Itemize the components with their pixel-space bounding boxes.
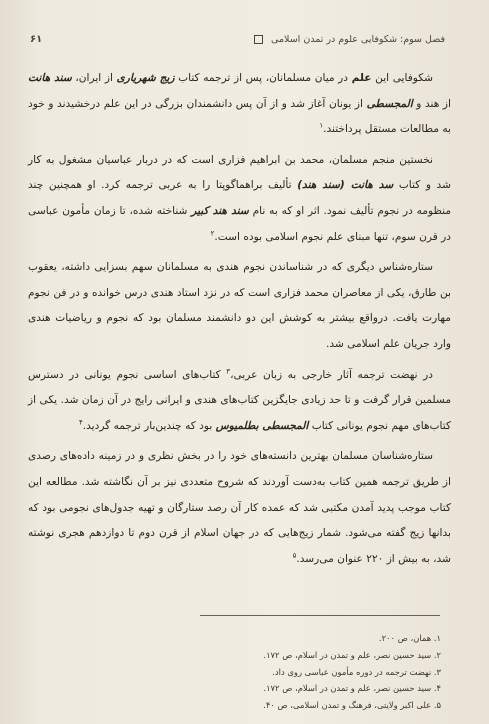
text-run: از یونان آغاز شد و از آن پس دانشمندان بزرگی در این علم درخشیدند و خود به مطالعات مستقل پرداختند. [28,97,451,136]
text-run: در میان مسلمانان، پس از ترجمه کتاب [174,72,352,84]
bold-term: علم [351,72,372,84]
paragraph-4 [28,363,451,440]
text-run: تألیف براهماگوپتا را به عربی ترجمه کرد. او همچنین چند منظومه در نجوم تألیف نمود. اثر او که به نام [28,179,452,217]
text-run: در نهضت ترجمه آثار خارجی به زبان عربی، [230,368,433,381]
running-header [30,34,445,45]
text-run: کتاب‌های اساسی نجوم یونانی در دسترس مسلمین قرار گرفت و تا حد زیادی جایگزین کتاب‌های هندی و ایرانی رایج در آن زمان شد. یکی از کتاب‌های مهم نجوم یونانی کتاب [28,368,451,432]
footnote-ref: ۵ [292,551,297,560]
footnote-item: ۳. نهضت ترجمه در دوره مأمون عباسی روی داد. [272,666,441,677]
footnotes [40,630,441,714]
book-title: المجسطی بطلمیوس [215,419,309,432]
text-run: از هند و [412,97,451,110]
text-run: شناخته شده، تا زمان مأمون عباسی در قرن سوم، تنها مبنای علم نجوم اسلامی بوده است. [28,204,451,243]
square-ornament-icon [254,35,263,44]
body-text [28,66,451,577]
footnote-ref: ۲ [210,229,215,238]
footnote-item: ۵. علی اکبر ولایتی، فرهنگ و تمدن اسلامی، ص ۴۰. [263,700,441,711]
running-title: فصل سوم: شکوفایی علوم در تمدن اسلامی [271,34,445,45]
footnote-ref: ۱ [319,121,324,130]
paragraph-3: ستاره‌شناس دیگری که در شناساندن نجوم هندی به مسلمانان سهم بسزایی داشته، یعقوب بن طارق، یکی از معاصران محمد فزاری است که در نزد استاد هندی درس خوانده و در فن نجوم مهارت یافت. درواقع بیشتر به کوشش این دو دانشمند مسلمان بود که نجوم و ریاضیات هندی وارد جریان علم اسلامی شد. [28,261,451,350]
text-run: شکوفایی این [371,72,433,84]
footnote-ref: ۳ [226,367,231,375]
book-title: المجسطی [366,97,413,110]
page-number: ۶۱ [30,34,43,45]
paragraph-1 [28,66,451,143]
book-title: سد هانت (سند هند) [297,179,394,192]
text-run: نخستین منجم مسلمان، محمد بن ابراهیم فزاری است که در دربار عباسیان مشغول به کار شد و کتاب [28,153,451,192]
text-run: بود که چندین‌بار ترجمه گردید. [82,419,216,432]
book-title: سند هند کبیر [191,204,249,217]
footnote-item: ۱. همان، ص ۲۰۰. [378,633,441,643]
book-title: زیج شهریاری [116,72,175,84]
footnote-divider [200,615,440,616]
footnote-ref: ۴ [78,418,83,427]
text-run: ستاره‌شناسان مسلمان بهترین دانسته‌های خود را در بخش نظری و در زمینه داده‌های رصدی از طریق ترجمه همین کتاب به‌دست آوردند که شروح متعددی نیز بر آن نگاشته شد. مطالعه این کتاب موجب پدید آمدن مکتبی شد که عمده کار آن رصد ستارگان و تهیه جدول‌های نجومی بود که بدانها زیج گفته می‌شود. شمار زیج‌هایی که در جهان اسلام از قرن دوم تا دوازدهم هجری نوشته شد، به بیش از ۲۲۰ عنوان می‌رسد. [28,450,451,565]
paragraph-5 [28,444,451,572]
footnote-item: ۲. سید حسین نصر، علم و تمدن در اسلام، ص ۱۷۲. [263,649,441,660]
paragraph-2 [28,148,451,250]
text-run: از ایران، [71,72,117,84]
footnote-item: ۴. سید حسین نصر، علم و تمدن در اسلام، ص ۱۷۲. [263,683,441,694]
book-title: سند هانت [28,72,72,84]
